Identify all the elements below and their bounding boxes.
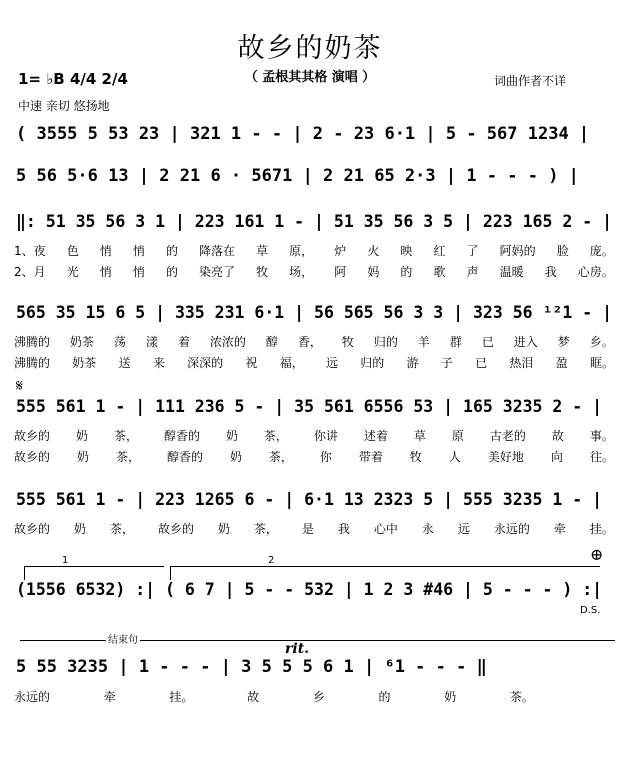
lyric-syllable: 归的 xyxy=(373,335,398,349)
lyric-syllable: 奶 xyxy=(444,690,457,704)
lyric-syllable: 远 xyxy=(325,356,338,370)
lyric-syllable: 牧 xyxy=(256,265,269,279)
lyric-syllable: 述着 xyxy=(363,429,388,443)
score-line-5: 555 561 1 - | 111 236 5 - | 35 561 6556 53 | 165 3235 2 - | xyxy=(16,397,603,416)
lyric-row-3a xyxy=(14,242,614,259)
lyric-syllable: 心中 xyxy=(373,522,398,536)
lyric-syllable: 群 xyxy=(449,335,462,349)
lyric-syllable: 奶 xyxy=(225,429,238,443)
score-line-1: ( 3555 5 53 23 | 321 1 - - | 2 - 23 6·1 | 5 - 567 1234 | xyxy=(16,124,590,144)
lyric-syllable: 你讲 xyxy=(313,429,338,443)
lyric-syllable: 往。 xyxy=(589,450,614,464)
coda-icon: ⊕ xyxy=(590,545,604,564)
lyric-row-4b xyxy=(14,354,614,371)
lyric-row-3b xyxy=(14,263,614,280)
lyric-syllable: 庞。 xyxy=(589,244,614,258)
lyric-syllable: 福， xyxy=(279,356,304,370)
lyric-syllable: 事。 xyxy=(589,429,614,443)
lyric-syllable: 红 xyxy=(433,244,446,258)
volta-tick-2 xyxy=(170,566,171,580)
lyric-syllable: 草 xyxy=(256,244,269,258)
lyric-syllable: 故乡的 xyxy=(157,522,194,536)
ritardando-mark: rit. xyxy=(285,641,310,657)
lyric-syllable: 原， xyxy=(289,244,314,258)
lyric-syllable: 人 xyxy=(448,450,461,464)
lyric-syllable: 故乡的 xyxy=(14,429,51,443)
credit-line: 词曲作者不详 xyxy=(494,74,567,88)
lyric-syllable: 盈 xyxy=(555,356,568,370)
lyric-syllable: 醇香的 xyxy=(163,429,200,443)
segno-icon: 𝄋 xyxy=(16,376,23,395)
lyric-syllable: 茶， xyxy=(113,429,138,443)
lyric-syllable: 1、夜 xyxy=(14,244,46,258)
lyric-syllable: 故乡的 xyxy=(14,450,51,464)
score-line-4: 565 35 15 6 5 | 335 231 6·1 | 56 565 56 3 3 | 323 56 ¹²1 - | xyxy=(16,303,613,322)
lyric-syllable: 原 xyxy=(451,429,464,443)
lyric-syllable: 故乡的 xyxy=(14,522,51,536)
lyric-syllable: 沸腾的 xyxy=(14,356,51,370)
lyric-syllable: 深深的 xyxy=(187,356,224,370)
lyric-syllable: 归的 xyxy=(360,356,385,370)
lyric-syllable: 茶， xyxy=(115,450,140,464)
lyric-syllable: 的 xyxy=(378,690,391,704)
lyric-syllable: 挂。 xyxy=(169,690,194,704)
lyric-syllable: 我 xyxy=(337,522,350,536)
key-signature: 1= ♭B 4/4 2/4 xyxy=(18,70,128,88)
lyric-syllable: 炉 xyxy=(334,244,347,258)
score-line-2: 5 56 5·6 13 | 2 21 6 · 5671 | 2 21 65 2·3 | 1 - - - ) | xyxy=(16,166,579,186)
lyric-syllable: 已 xyxy=(475,356,488,370)
lyric-syllable: 着 xyxy=(177,335,190,349)
lyric-syllable: 乡。 xyxy=(589,335,614,349)
lyric-syllable: 醇 xyxy=(265,335,278,349)
lyric-syllable: 奶 xyxy=(217,522,230,536)
lyric-syllable: 茶， xyxy=(109,522,134,536)
lyric-syllable: 美好地 xyxy=(487,450,524,464)
lyric-syllable: 永远的 xyxy=(14,690,51,704)
lyric-row-8 xyxy=(14,688,534,705)
lyric-syllable: 奶茶 xyxy=(72,356,97,370)
lyric-syllable: 温暖 xyxy=(499,265,524,279)
lyric-syllable: 进入 xyxy=(513,335,538,349)
lyric-syllable: 游 xyxy=(406,356,419,370)
lyric-syllable: 的 xyxy=(400,265,413,279)
lyric-syllable: 脸 xyxy=(556,244,569,258)
volta-tick-1 xyxy=(24,566,25,580)
lyric-syllable: 奶 xyxy=(76,450,89,464)
song-title: 故乡的奶茶 xyxy=(237,33,383,64)
lyric-syllable: 茶。 xyxy=(509,690,534,704)
lyric-syllable: 色 xyxy=(66,244,79,258)
lyric-syllable: 牧 xyxy=(409,450,422,464)
lyric-syllable: 已 xyxy=(481,335,494,349)
lyric-syllable: 羊 xyxy=(417,335,430,349)
score-line-6: 555 561 1 - | 223 1265 6 - | 6·1 13 2323 5 | 555 3235 1 - | xyxy=(16,490,603,509)
lyric-syllable: 染亮了 xyxy=(199,265,236,279)
lyric-syllable: 妈 xyxy=(367,265,380,279)
lyric-syllable: 你 xyxy=(319,450,332,464)
lyric-syllable: 永远的 xyxy=(493,522,530,536)
lyric-syllable: 光 xyxy=(66,265,79,279)
lyric-syllable: 悄 xyxy=(99,265,112,279)
ending-label: 结束句 xyxy=(106,631,140,646)
score-line-7: (1556 6532) :| ( 6 7 | 5 - - 532 | 1 2 3 #46 | 5 - - - ) :| xyxy=(16,580,603,599)
lyric-syllable: 沸腾的 xyxy=(14,335,51,349)
volta-bracket-1 xyxy=(24,566,164,567)
lyric-syllable: 眶。 xyxy=(589,356,614,370)
lyric-syllable: 故 xyxy=(551,429,564,443)
lyric-syllable: 故 xyxy=(247,690,260,704)
score-line-3: ‖: 51 35 56 3 1 | 223 161 1 - | 51 35 56 3 5 | 223 165 2 - | xyxy=(16,212,613,231)
lyric-syllable: 荡 xyxy=(113,335,126,349)
lyric-syllable: 是 xyxy=(301,522,314,536)
lyric-syllable: 带着 xyxy=(358,450,383,464)
lyric-syllable: 永 xyxy=(421,522,434,536)
volta-label-2: 2 xyxy=(268,555,275,566)
lyric-syllable: 2、月 xyxy=(14,265,46,279)
lyric-syllable: 古老的 xyxy=(489,429,526,443)
volta-bracket-2 xyxy=(170,566,600,567)
lyric-syllable: 火 xyxy=(367,244,380,258)
lyric-syllable: 降落在 xyxy=(199,244,236,258)
lyric-syllable: 梦 xyxy=(557,335,570,349)
lyric-syllable: 阿妈的 xyxy=(499,244,536,258)
lyric-syllable: 奶 xyxy=(229,450,242,464)
lyric-syllable: 的 xyxy=(165,265,178,279)
lyric-row-6 xyxy=(14,520,614,537)
lyric-syllable: 心房。 xyxy=(577,265,614,279)
lyric-syllable: 乡 xyxy=(312,690,325,704)
lyric-syllable: 奶茶 xyxy=(69,335,94,349)
lyric-syllable: 醇香的 xyxy=(166,450,203,464)
lyric-syllable: 浓浓的 xyxy=(209,335,246,349)
lyric-syllable: 挂。 xyxy=(589,522,614,536)
lyric-syllable: 悄 xyxy=(132,244,145,258)
lyric-syllable: 漾 xyxy=(145,335,158,349)
lyric-syllable: 了 xyxy=(466,244,479,258)
lyric-syllable: 牵 xyxy=(553,522,566,536)
score-line-8: 5 55 3235 | 1 - - - | 3 5 5 5 6 1 | ⁶1 - - - ‖ xyxy=(16,657,487,677)
lyric-syllable: 牵 xyxy=(103,690,116,704)
lyric-syllable: 热泪 xyxy=(509,356,534,370)
lyric-syllable: 草 xyxy=(413,429,426,443)
tempo-marking: 中速 亲切 悠扬地 xyxy=(18,99,110,113)
lyric-syllable: 我 xyxy=(544,265,557,279)
lyric-syllable: 奶 xyxy=(75,429,88,443)
lyric-row-5b xyxy=(14,448,614,465)
lyric-syllable: 送 xyxy=(118,356,131,370)
performer-line: （ 孟根其其格 演唱 ） xyxy=(244,70,376,85)
lyric-row-4a xyxy=(14,333,614,350)
lyric-syllable: 映 xyxy=(400,244,413,258)
lyric-syllable: 祝 xyxy=(245,356,258,370)
volta-label-1: 1 xyxy=(62,555,69,566)
lyric-syllable: 远 xyxy=(457,522,470,536)
lyric-syllable: 香， xyxy=(297,335,322,349)
lyric-syllable: 悄 xyxy=(132,265,145,279)
lyric-syllable: 茶， xyxy=(253,522,278,536)
lyric-syllable: 阿 xyxy=(334,265,347,279)
lyric-row-5a xyxy=(14,427,614,444)
lyric-syllable: 向 xyxy=(550,450,563,464)
lyric-syllable: 牧 xyxy=(341,335,354,349)
lyric-syllable: 的 xyxy=(165,244,178,258)
lyric-syllable: 歌 xyxy=(433,265,446,279)
lyric-syllable: 悄 xyxy=(99,244,112,258)
lyric-syllable: 茶， xyxy=(268,450,293,464)
lyric-syllable: 子 xyxy=(440,356,453,370)
lyric-syllable: 来 xyxy=(152,356,165,370)
lyric-syllable: 奶 xyxy=(73,522,86,536)
lyric-syllable: 场， xyxy=(289,265,314,279)
lyric-syllable: 茶， xyxy=(263,429,288,443)
lyric-syllable: 声 xyxy=(466,265,479,279)
dal-segno-label: D.S. xyxy=(580,605,601,616)
